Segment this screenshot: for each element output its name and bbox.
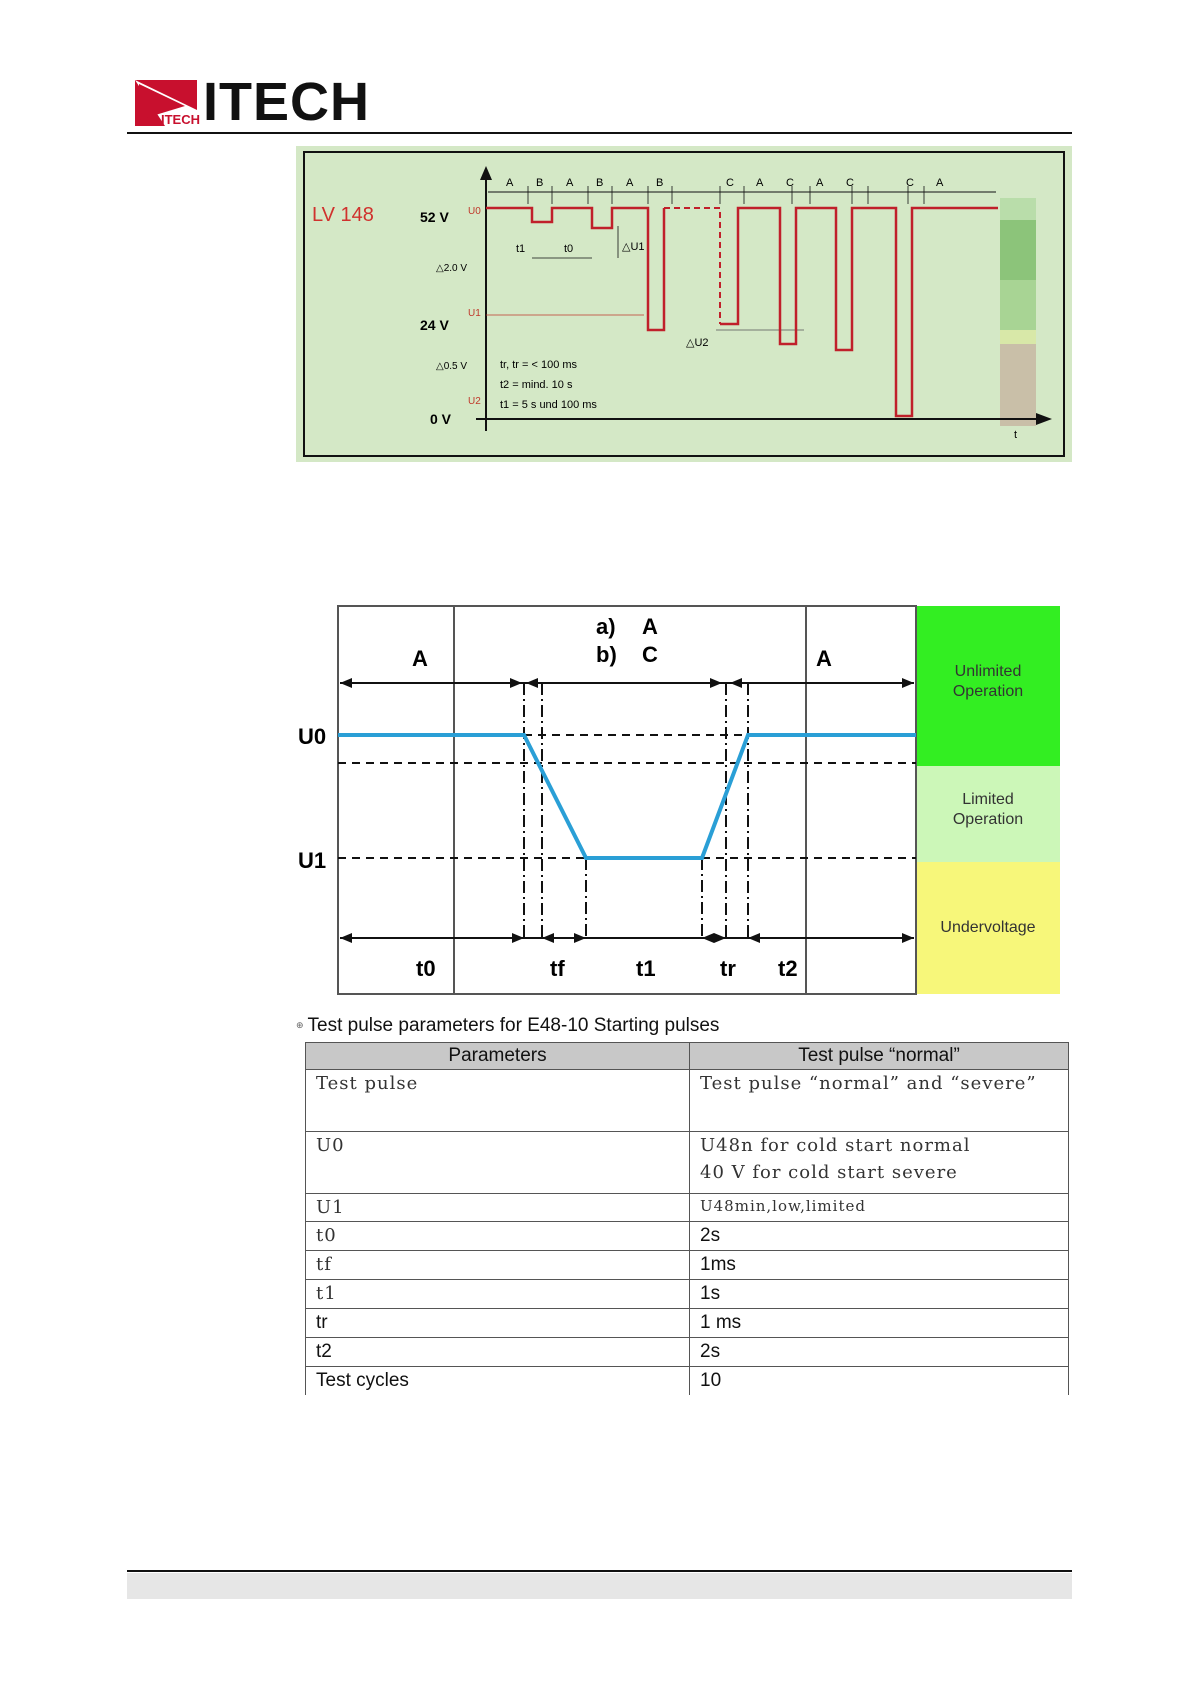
top-label-a: A (412, 646, 428, 671)
param-cell: Test pulse (306, 1070, 690, 1132)
t1-annotation: t1 (516, 243, 526, 255)
t0-annotation: t0 (564, 243, 574, 255)
top-label-c: C (642, 642, 658, 667)
value-cell: 1s (690, 1280, 1069, 1309)
seg-label: C (726, 177, 734, 189)
value-line: 40 V for cold start severe (700, 1162, 958, 1183)
param-cell: U1 (306, 1194, 690, 1222)
value-cell: 2s (690, 1222, 1069, 1251)
value-cell: Test pulse “normal” and “severe” (690, 1070, 1069, 1132)
param-cell: U0 (306, 1132, 690, 1194)
seg-label: B (656, 177, 664, 189)
footer-divider (127, 1570, 1072, 1572)
delta-u2-annotation: △U2 (686, 337, 709, 349)
bottom-label-t0: t0 (416, 956, 436, 981)
header-divider (127, 132, 1072, 134)
table-caption-text: Test pulse parameters for E48-10 Starting pulses (307, 1015, 720, 1036)
seg-label: A (506, 177, 514, 189)
u2-label: U2 (468, 396, 481, 407)
level-24v: 24 V (420, 317, 449, 333)
param-cell: t1 (306, 1280, 690, 1309)
seg-label: A (626, 177, 634, 189)
brand-name: ITECH (203, 72, 370, 132)
bottom-label-tr: tr (720, 956, 736, 981)
delta-05v: △0.5 V (436, 361, 468, 372)
lv148-label: LV 148 (312, 204, 374, 226)
top-label-a-mid: A (642, 614, 658, 639)
table-row (306, 1222, 1069, 1251)
bottom-label-tf: tf (550, 956, 565, 981)
param-cell: Test cycles (306, 1367, 690, 1396)
seg-label: B (536, 177, 544, 189)
u1-label: U1 (468, 308, 481, 319)
table-row (306, 1309, 1069, 1338)
top-label-a-prefix: a) (596, 614, 616, 639)
u1-level-label: U1 (298, 848, 327, 873)
column-header: Parameters (306, 1043, 690, 1070)
seg-label: C (906, 177, 914, 189)
table-row (306, 1132, 1069, 1194)
level-0v: 0 V (430, 411, 452, 427)
value-cell: 2s (690, 1338, 1069, 1367)
zone-label-undervoltage: Undervoltage (940, 919, 1036, 936)
time-axis-label: t (1014, 429, 1018, 441)
top-label-a-right: A (816, 646, 832, 671)
zone-label-limited: Limited Operation (952, 791, 1024, 828)
lv148-figure (296, 146, 1072, 462)
seg-label: A (816, 177, 824, 189)
bottom-label-t2: t2 (778, 956, 798, 981)
note-line: t2 = mind. 10 s (500, 379, 573, 391)
level-52v: 52 V (420, 209, 449, 225)
delta-2v: △2.0 V (436, 263, 468, 274)
table-row (306, 1280, 1069, 1309)
seg-label: C (846, 177, 854, 189)
table-header-row (306, 1043, 1069, 1070)
delta-u1-annotation: △U1 (622, 241, 645, 253)
value-line: U48n for cold start normal (700, 1135, 971, 1156)
starting-pulse-figure (296, 604, 1066, 996)
table-row (306, 1070, 1069, 1132)
seg-label: C (786, 177, 794, 189)
top-label-b-prefix: b) (596, 642, 617, 667)
u0-label: U0 (468, 206, 481, 217)
bottom-label-t1: t1 (636, 956, 656, 981)
note-line: t1 = 5 s und 100 ms (500, 399, 597, 411)
note-line: tr, tr = < 100 ms (500, 359, 578, 371)
logo-small-text: ITECH (161, 112, 200, 126)
anchor-icon: ⊕ (296, 1020, 304, 1031)
value-cell: 1 ms (690, 1309, 1069, 1338)
seg-label: A (756, 177, 764, 189)
value-cell: U48min,low,limited (690, 1194, 1069, 1222)
table-row (306, 1251, 1069, 1280)
column-header: Test pulse “normal” (690, 1043, 1069, 1070)
table-row (306, 1338, 1069, 1367)
value-cell: 1ms (690, 1251, 1069, 1280)
param-cell: tr (306, 1309, 690, 1338)
param-cell: t2 (306, 1338, 690, 1367)
value-cell: 10 (690, 1367, 1069, 1396)
value-cell (690, 1132, 1069, 1194)
test-pulse-table (305, 1042, 1069, 1395)
table-row (306, 1194, 1069, 1222)
table-row (306, 1367, 1069, 1396)
param-cell: t0 (306, 1222, 690, 1251)
u0-level-label: U0 (298, 724, 327, 749)
voltage-trace (338, 735, 916, 858)
footer-band (127, 1573, 1072, 1599)
seg-label: A (566, 177, 574, 189)
seg-label: B (596, 177, 604, 189)
seg-label: A (936, 177, 944, 189)
table-caption (296, 1015, 719, 1037)
param-cell: tf (306, 1251, 690, 1280)
zone-label-unlimited: Unlimited Operation (952, 663, 1024, 700)
